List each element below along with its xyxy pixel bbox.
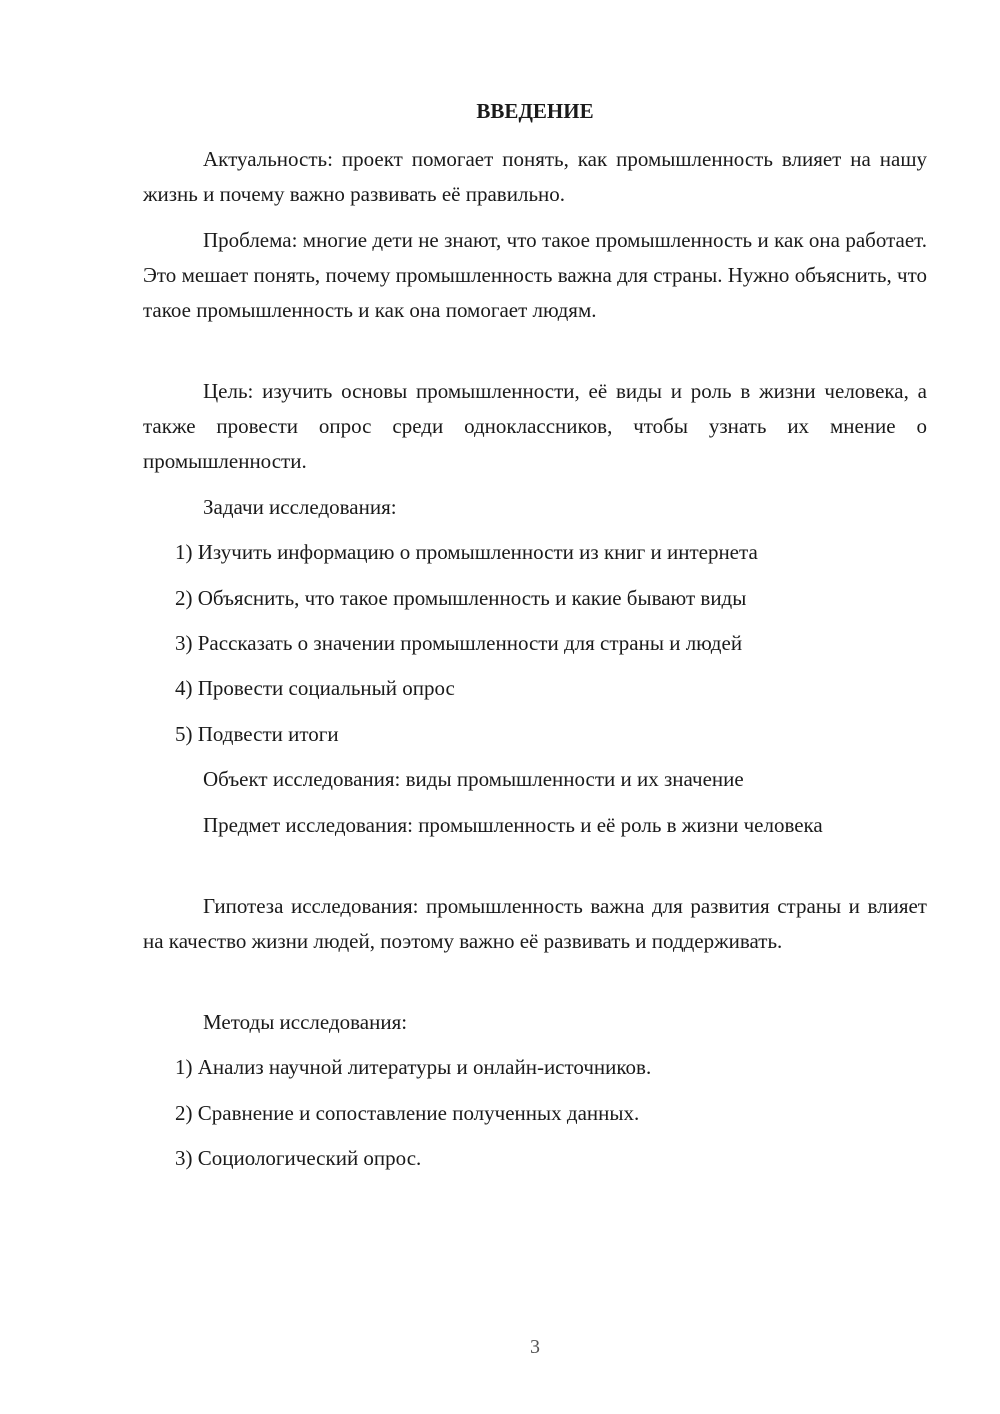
task-item: 5) Подвести итоги [175,722,339,746]
task-item: 4) Провести социальный опрос [175,676,455,700]
problem-paragraph: Проблема: многие дети не знают, что такое промышленность и как она работает. Это мешает понять, почему промышленность важна для страны. Нужно объяснить, что такое промышленность и как она помогает людям. [143,228,927,322]
page-heading: ВВЕДЕНИЕ [476,99,594,123]
goal-paragraph: Цель: изучить основы промышленности, её виды и роль в жизни человека, а также провести опрос среди одноклассников, чтобы узнать их мнение о промышленности. [143,379,927,473]
task-item: 3) Рассказать о значении промышленности для страны и людей [175,631,743,655]
page-number: 3 [530,1336,540,1358]
subject-paragraph: Предмет исследования: промышленность и её роль в жизни человека [203,813,823,837]
methods-title: Методы исследования: [203,1010,408,1034]
task-item: 1) Изучить информацию о промышленности из книг и интернета [175,540,758,564]
method-item: 1) Анализ научной литературы и онлайн-источников. [175,1055,652,1079]
task-item: 2) Объяснить, что такое промышленность и какие бывают виды [175,586,747,610]
object-paragraph: Объект исследования: виды промышленности и их значение [203,767,744,791]
method-item: 2) Сравнение и сопоставление полученных данных. [175,1101,640,1125]
tasks-title: Задачи исследования: [203,495,397,519]
relevance-paragraph: Актуальность: проект помогает понять, как промышленность влияет на нашу жизнь и почему важно развивать её правильно. [143,147,927,206]
method-item: 3) Социологический опрос. [175,1146,422,1170]
hypothesis-paragraph: Гипотеза исследования: промышленность важна для развития страны и влияет на качество жизни людей, поэтому важно её развивать и поддерживать. [143,894,927,953]
